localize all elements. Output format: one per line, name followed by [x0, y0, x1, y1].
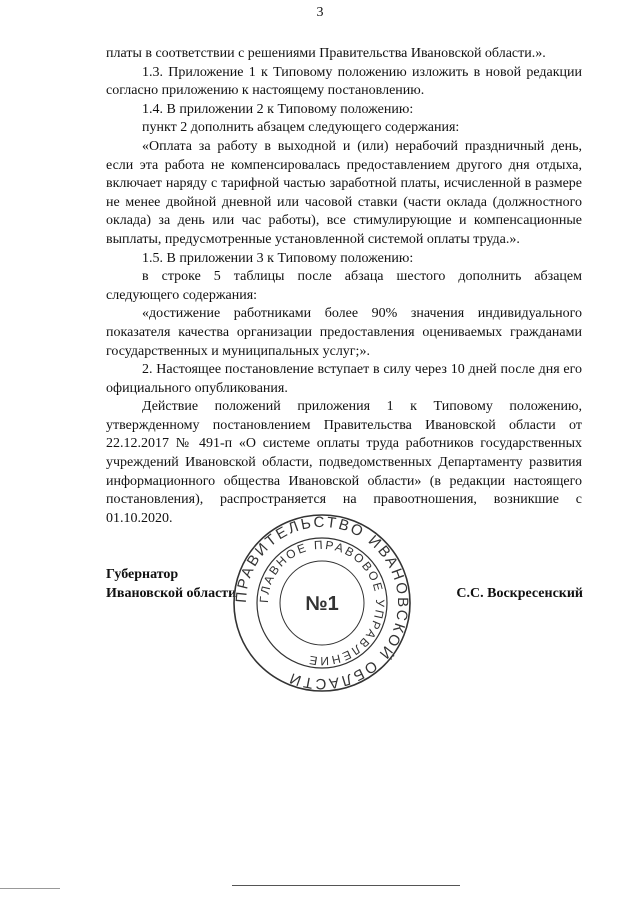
- paragraph: 1.3. Приложение 1 к Типовому положению изложить в новой редакции согласно приложению к настоящему постановлению.: [106, 64, 582, 99]
- paragraph: пункт 2 дополнить абзацем следующего содержания:: [142, 120, 460, 136]
- paragraph: платы в соответствии с решениями Правительства Ивановской области.».: [106, 46, 546, 61]
- scan-artifact-line: [232, 885, 460, 886]
- paragraph: 1.4. В приложении 2 к Типовому положению:: [142, 101, 414, 117]
- stamp-number: №1: [305, 593, 339, 615]
- paragraph: «достижение работниками более 90% значения индивидуального показателя качества организации предоставления оцениваемых гражданами государственных и муниципальных услуг;».: [106, 306, 582, 359]
- paragraph: в строке 5 таблицы после абзаца шестого дополнить абзацем следующего содержания:: [106, 269, 582, 303]
- paragraph: Действие положений приложения 1 к Типовому положению, утвержденному постановлением Правительства Ивановской области от 22.12.2017 № 491-п «О системе оплаты труда работников государственных учреждений Ивановской области, подведомственных Департаменту развития информационного общества Ивановской области» (в редакции настоящего постановления), распространяется на правоотношения, возникшие с 01.10.2020.: [106, 399, 582, 526]
- signatory-title: [106, 566, 236, 603]
- signatory-name: С.С. Воскресенский: [456, 586, 583, 601]
- stamp-inner-text: ГЛАВНОЕ ПРАВОВОЕ УПРАВЛЕНИЕ: [256, 537, 388, 669]
- scan-artifact-dots: [0, 888, 60, 889]
- paragraph: 2. Настоящее постановление вступает в силу через 10 дней после дня его официального опубликования.: [106, 362, 582, 396]
- signatory-title-line2: Ивановской области: [106, 585, 237, 601]
- page-number: 3: [316, 5, 324, 20]
- document-body: [106, 45, 582, 528]
- official-stamp: [232, 513, 412, 693]
- stamp-outer-text: ПРАВИТЕЛЬСТВО ИВАНОВСКОЙ ОБЛАСТИ: [232, 513, 412, 693]
- signatory-title-line1: Губернатор: [106, 567, 179, 582]
- paragraph: «Оплата за работу в выходной и (или) нерабочий праздничный день, если эта работа не компенсировалась предоставлением другого дня отдыха, включает наряду с тарифной частью заработной платы, исчисленной в размере не менее двойной дневной или часовой ставки (части оклада (должностного оклада) за день или час работы), все стимулирующие и компенсационные выплаты, предусмотренные установленной системой оплаты труда.».: [106, 138, 582, 247]
- paragraph: 1.5. В приложении 3 к Типовому положению:: [142, 250, 414, 266]
